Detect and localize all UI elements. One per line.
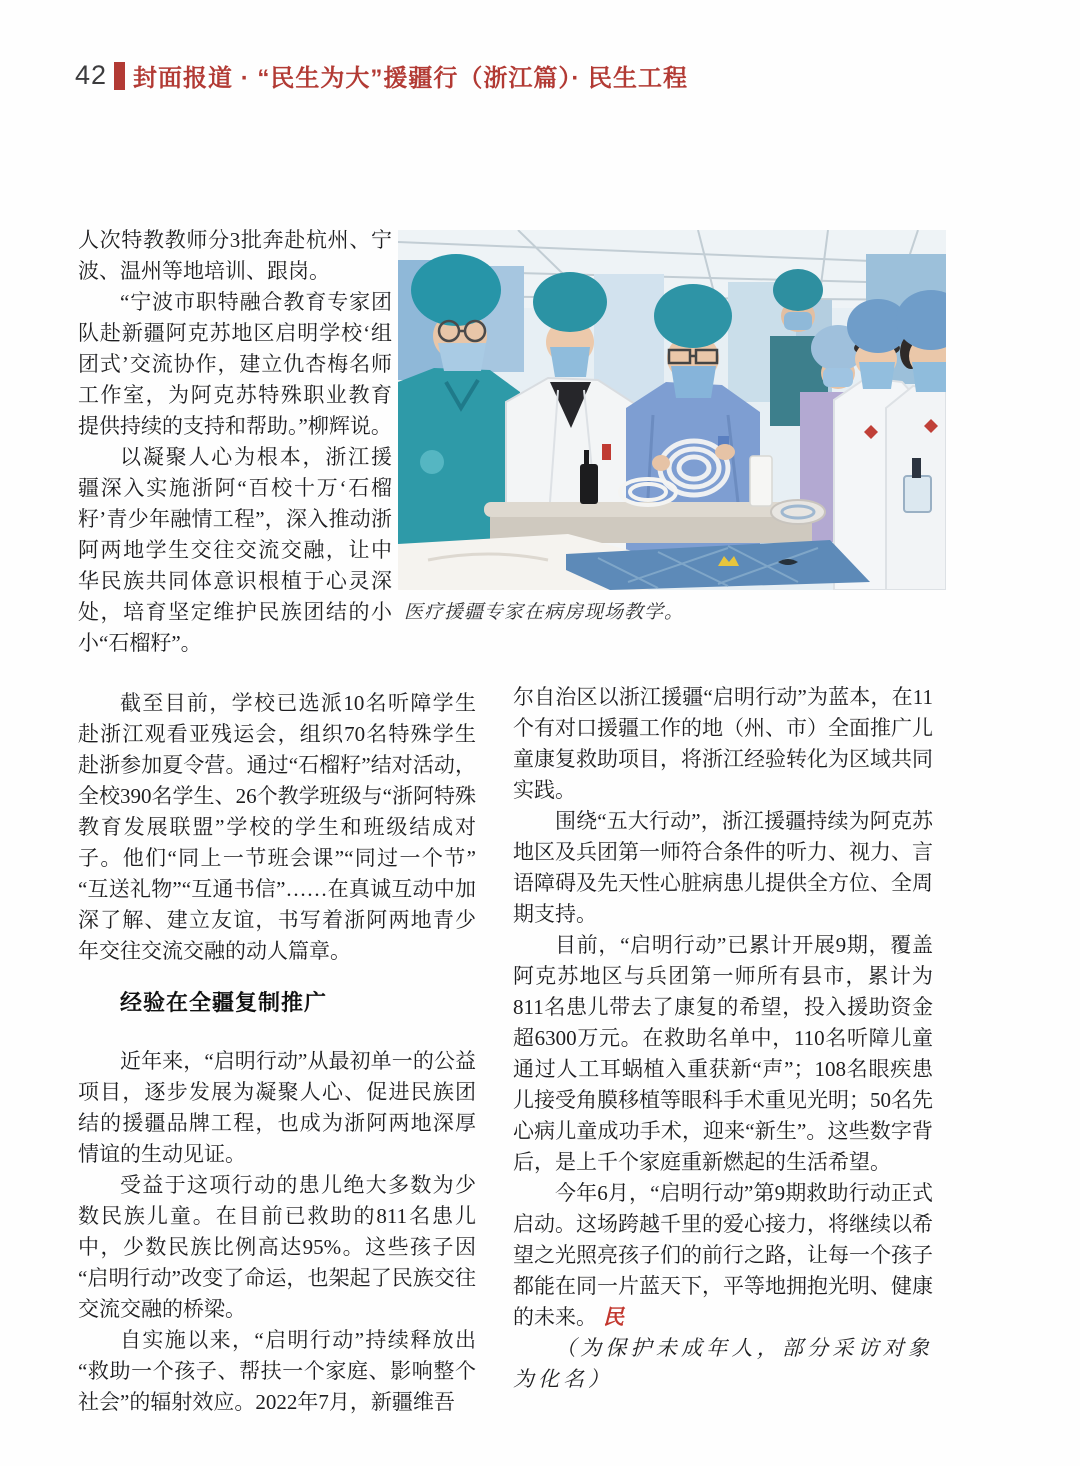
paragraph: 近年来，“启明行动”从最初单一的公益项目，逐步发展为凝聚人心、促进民族团结的援疆品牌工程，也成为浙阿两地深厚情谊的生动见证。	[78, 1049, 476, 1166]
paragraph: 截至目前，学校已选派10名听障学生赴浙江观看亚残运会，组织70名特殊学生赴浙参加夏令营。通过“石榴籽”结对活动，全校390名学生、26个教学班级与“浙阿特殊教育发展联盟”学校的学生和班级结成对子。他们“同上一节班会课”“同过一个节”“互送礼物”“互通书信”……在真诚互动中加深了解、建立友谊，书写着浙阿两地青少年交往交流交融的动人篇章。	[78, 691, 476, 963]
intro-column	[78, 225, 392, 659]
page-number: 42	[75, 60, 108, 90]
page-header	[75, 58, 688, 93]
paragraph: 围绕“五大行动”，浙江援疆持续为阿克苏地区及兵团第一师符合条件的听力、视力、言语障碍及先天性心脏病患儿提供全方位、全周期支持。	[513, 809, 933, 926]
section-heading: 经验在全疆复制推广	[120, 990, 328, 1015]
paragraph: “宁波市职特融合教育专家团队赴新疆阿克苏地区启明学校‘组团式’交流协作，建立仇杏梅名师工作室，为阿克苏特殊职业教育提供持续的支持和帮助。”柳辉说。	[78, 290, 392, 438]
paragraph: 人次特教教师分3批奔赴杭州、宁波、温州等地培训、跟岗。	[78, 228, 392, 283]
photo-caption: 医疗援疆专家在病房现场教学。	[404, 602, 685, 623]
paragraph: 目前，“启明行动”已累计开展9期，覆盖阿克苏地区与兵团第一师所有县市，累计为811名患儿带去了康复的希望，投入援助资金超6300万元。在救助名单中，110名听障儿童通过人工耳蜗植入重获新“声”；108名眼疾患儿接受角膜移植等眼科手术重见光明；50名先心病儿童成功手术，迎来“新生”。这些数字背后，是上千个家庭重新燃起的生活希望。	[513, 933, 933, 1174]
paragraph	[513, 1178, 933, 1333]
end-mark-icon: 民	[603, 1306, 624, 1329]
left-column	[78, 688, 476, 1418]
hospital-ward-scene	[398, 230, 946, 590]
paragraph: 以凝聚人心为根本，浙江援疆深入实施浙阿“百校十万‘石榴籽’青少年融情工程”，深入推动浙阿两地学生交往交流交融，让中华民族共同体意识根植于心灵深处，培育坚定维护民族团结的小小“石榴籽”。	[78, 445, 392, 655]
walkie-talkie	[580, 464, 598, 504]
paragraph: 自实施以来，“启明行动”持续释放出“救助一个孩子、帮扶一个家庭、影响整个社会”的辐射效应。2022年7月，新疆维吾	[78, 1328, 476, 1414]
right-column	[513, 682, 933, 1395]
paragraph-text: 今年6月，“启明行动”第9期救助行动正式启动。这场跨越千里的爱心接力，将继续以希望之光照亮孩子们的前行之路，让每一个孩子都能在同一片蓝天下，平等地拥抱光明、健康的未来。	[513, 1181, 933, 1329]
privacy-note: （为保护未成年人，部分采访对象为化名）	[513, 1336, 933, 1391]
article-photo	[398, 230, 946, 590]
paragraph: 尔自治区以浙江援疆“启明行动”为蓝本，在11个有对口援疆工作的地（州、市）全面推广儿童康复救助项目，将浙江经验转化为区域共同实践。	[513, 685, 933, 802]
header-title: 封面报道 · “民生为大”援疆行（浙江篇）· 民生工程	[133, 65, 689, 92]
paragraph: 受益于这项行动的患儿绝大多数为少数民族儿童。在目前已救助的811名患儿中，少数民族比例高达95%。这些孩子因“启明行动”改变了命运，也架起了民族交往交流交融的桥梁。	[78, 1173, 476, 1321]
white-box	[750, 456, 772, 506]
header-red-bar-icon	[114, 62, 125, 90]
